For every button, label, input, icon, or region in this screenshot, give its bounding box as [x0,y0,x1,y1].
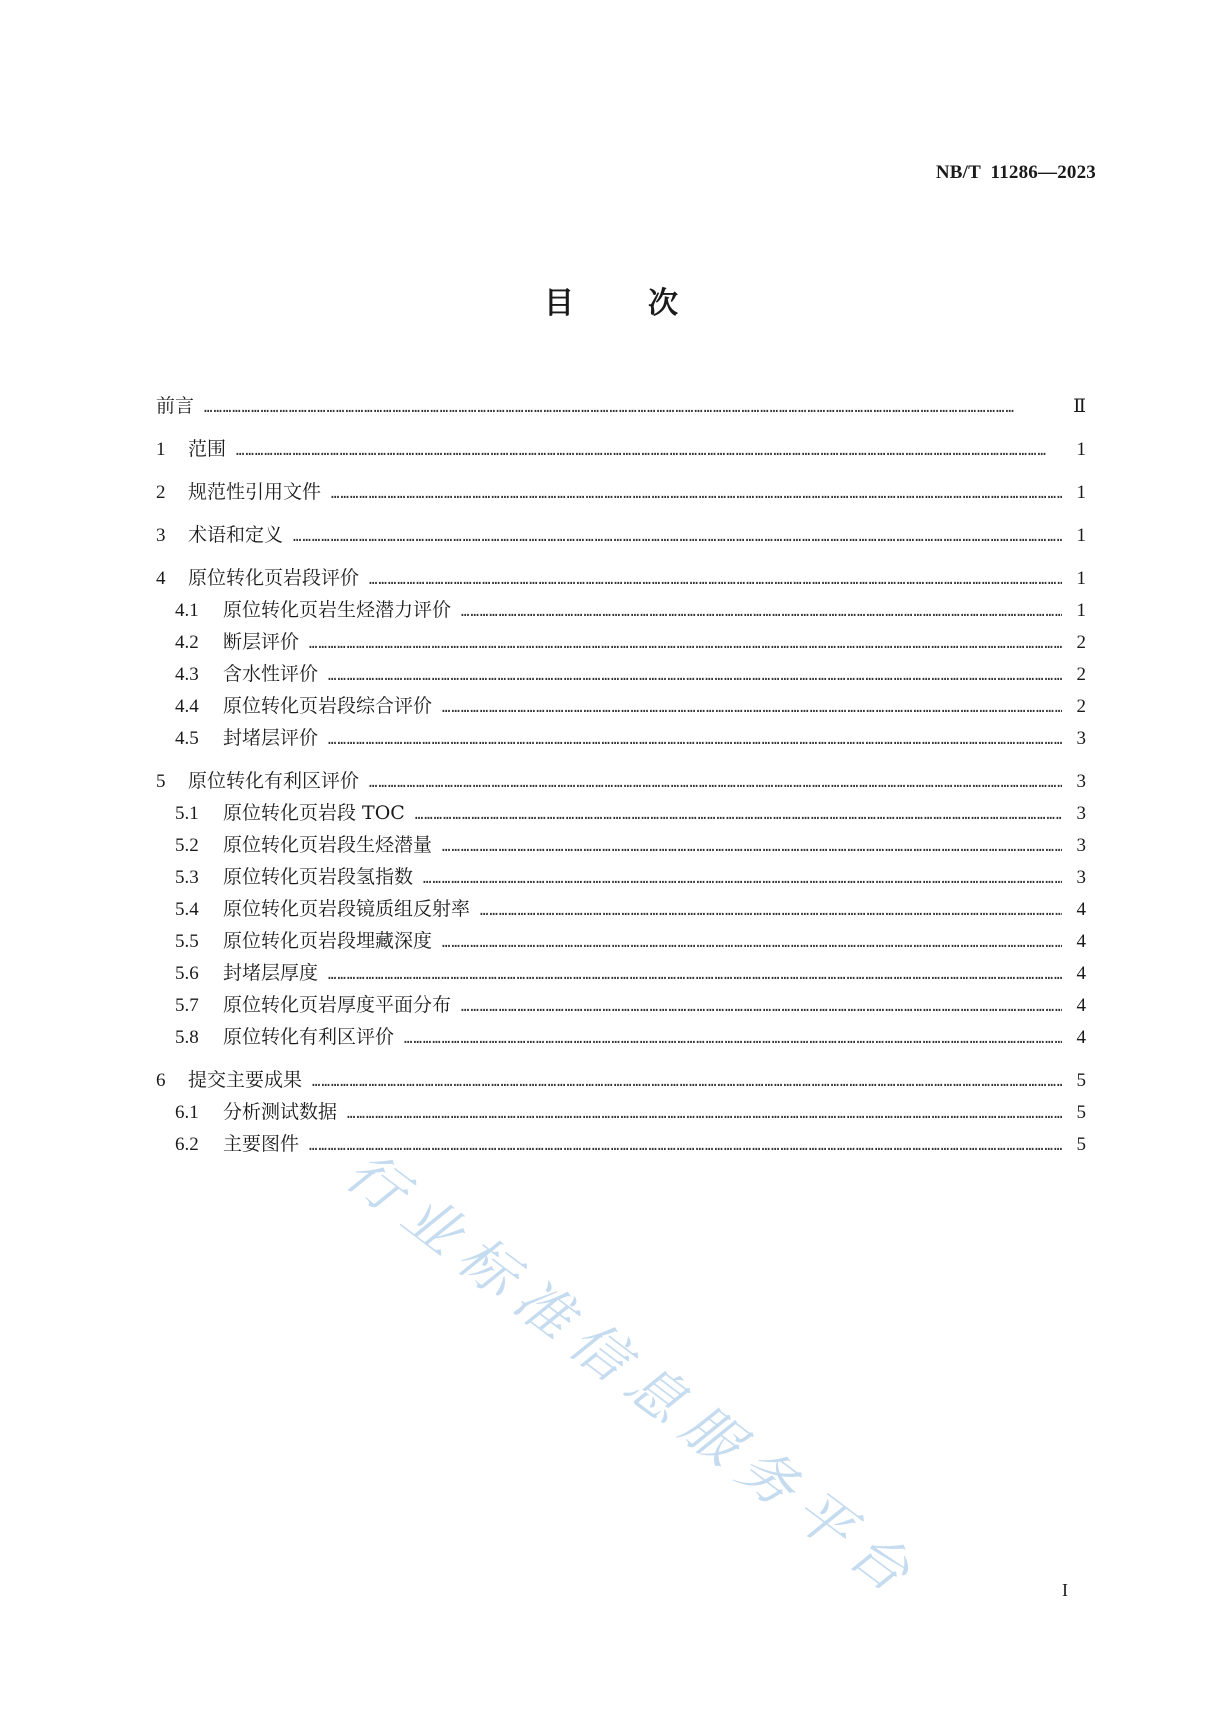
toc-entry-label: 原位转化页岩段综合评价 [223,695,433,717]
toc-entry-number: 5.3 [175,867,199,888]
toc-section-entry[interactable] [156,722,1086,754]
toc-entry-label: 原位转化有利区评价 [188,770,360,792]
toc-dot-leader [204,392,1062,424]
toc-entry-label: 含水性评价 [223,663,319,685]
toc-entry-label: 封堵层厚度 [223,962,319,984]
toc-section-entry[interactable] [156,797,1086,829]
toc-entry-number: 5.4 [175,899,199,920]
toc-entry-page: 1 [1076,600,1086,621]
toc-chapter-entry[interactable] [156,765,1086,797]
toc-entry-number: 5.1 [175,803,199,824]
toc-title [0,278,1224,322]
toc-chapter-entry[interactable] [156,476,1086,508]
toc-entry-number: 5.7 [175,995,199,1016]
toc-entry-page: 4 [1076,899,1086,920]
toc-dot-leader [442,927,1062,959]
toc-chapter-entry[interactable] [156,433,1086,465]
toc-dot-leader [480,895,1062,927]
toc-section-entry[interactable] [156,957,1086,989]
toc-entry-label: 原位转化页岩段 TOC [223,802,405,824]
toc-chapter-entry[interactable] [156,1064,1086,1096]
toc-section-entry[interactable] [156,626,1086,658]
toc-entry-label: 原位转化页岩段镜质组反射率 [223,898,471,920]
toc-section-entry[interactable] [156,893,1086,925]
toc-entry-label: 规范性引用文件 [188,481,322,503]
toc-entry-page: 3 [1076,867,1086,888]
toc-entry-number: 5.6 [175,963,199,984]
toc-dot-leader [442,831,1062,863]
toc-entry-number: 4.2 [175,632,199,653]
toc-dot-leader [236,435,1062,467]
toc-dot-leader [328,724,1062,756]
toc-entry-number: 6.1 [175,1102,199,1123]
toc-dot-leader [293,521,1062,553]
toc-entry-label: 分析测试数据 [223,1101,338,1123]
toc-entry-label: 断层评价 [223,631,300,653]
toc-entry-number: 4 [156,568,166,589]
toc-entry-label: 封堵层评价 [223,727,319,749]
toc-entry-number: 6.2 [175,1134,199,1155]
toc-entry-label: 范围 [188,438,227,460]
toc-entry-page: 3 [1076,835,1086,856]
toc-dot-leader [312,1066,1062,1098]
table-of-contents [156,390,1086,1160]
toc-section-entry[interactable] [156,658,1086,690]
toc-entry-page: 1 [1076,482,1086,503]
toc-chapter-entry[interactable] [156,562,1086,594]
toc-entry-number: 2 [156,482,166,503]
toc-section-entry[interactable] [156,1096,1086,1128]
toc-title-left: 目 [544,286,576,321]
toc-entry-label: 原位转化页岩段埋藏深度 [223,930,433,952]
toc-entry-page: 2 [1076,664,1086,685]
toc-entry-page: 1 [1076,568,1086,589]
toc-entry-label: 提交主要成果 [188,1069,303,1091]
standard-code: NB/T 11286—2023 [935,162,1096,183]
watermark: 行业标准信息服务平台 [333,1139,932,1613]
toc-entry-number: 1 [156,439,166,460]
toc-entry-page: 5 [1076,1102,1086,1123]
toc-dot-leader [461,991,1062,1023]
toc-entry-page: 4 [1076,1027,1086,1048]
toc-entry-label: 原位转化页岩生烃潜力评价 [223,599,452,621]
toc-entry-label: 主要图件 [223,1133,300,1155]
toc-entry-label: 原位转化页岩厚度平面分布 [223,994,452,1016]
toc-entry-number: 6 [156,1070,166,1091]
toc-entry-number: 4.4 [175,696,199,717]
toc-entry-number: 5.2 [175,835,199,856]
toc-section-entry[interactable] [156,989,1086,1021]
toc-dot-leader [328,660,1062,692]
toc-dot-leader [369,767,1062,799]
toc-dot-leader [369,564,1062,596]
toc-entry-number: 5 [156,771,166,792]
toc-section-entry[interactable] [156,594,1086,626]
toc-entry-label: 原位转化页岩段评价 [188,567,360,589]
toc-entry-number: 4.1 [175,600,199,621]
toc-entry-page: 3 [1076,771,1086,792]
toc-section-entry[interactable] [156,861,1086,893]
toc-dot-leader [309,628,1062,660]
toc-section-entry[interactable] [156,1021,1086,1053]
toc-dot-leader [461,596,1062,628]
toc-dot-leader [309,1130,1062,1162]
toc-section-entry[interactable] [156,1128,1086,1160]
toc-entry-number: 4.5 [175,728,199,749]
toc-entry-number: 4.3 [175,664,199,685]
toc-entry-label: 原位转化页岩段氢指数 [223,866,414,888]
toc-dot-leader [328,959,1062,991]
toc-entry-page: 3 [1076,803,1086,824]
toc-entry-page: 1 [1076,439,1086,460]
toc-dot-leader [423,863,1062,895]
toc-section-entry[interactable] [156,829,1086,861]
toc-section-entry[interactable] [156,925,1086,957]
toc-title-right: 次 [648,286,680,321]
toc-entry-page: 4 [1076,963,1086,984]
toc-entry-label: 术语和定义 [188,524,284,546]
toc-entry-page: 1 [1076,525,1086,546]
toc-entry-label: 原位转化有利区评价 [223,1026,395,1048]
toc-dot-leader [442,692,1062,724]
toc-entry-page: 2 [1076,696,1086,717]
footer-page-number: I [1062,1580,1068,1600]
toc-entry-number: 3 [156,525,166,546]
toc-entry-page: 2 [1076,632,1086,653]
toc-entry-page: 3 [1076,728,1086,749]
toc-entry-number: 5.8 [175,1027,199,1048]
toc-dot-leader [404,1023,1062,1055]
toc-dot-leader [347,1098,1062,1130]
toc-entry-label: 原位转化页岩段生烃潜量 [223,834,433,856]
toc-entry-page: 5 [1076,1134,1086,1155]
toc-entry-label: 前言 [156,395,195,417]
toc-entry-number: 5.5 [175,931,199,952]
toc-chapter-entry[interactable] [156,519,1086,551]
toc-entry-page: Ⅱ [1073,396,1086,417]
toc-section-entry[interactable] [156,690,1086,722]
toc-entry-page: 5 [1076,1070,1086,1091]
toc-entry-page: 4 [1076,931,1086,952]
toc-entry-page: 4 [1076,995,1086,1016]
toc-dot-leader [331,478,1062,510]
toc-dot-leader [415,799,1062,831]
toc-chapter-entry[interactable] [156,390,1086,422]
